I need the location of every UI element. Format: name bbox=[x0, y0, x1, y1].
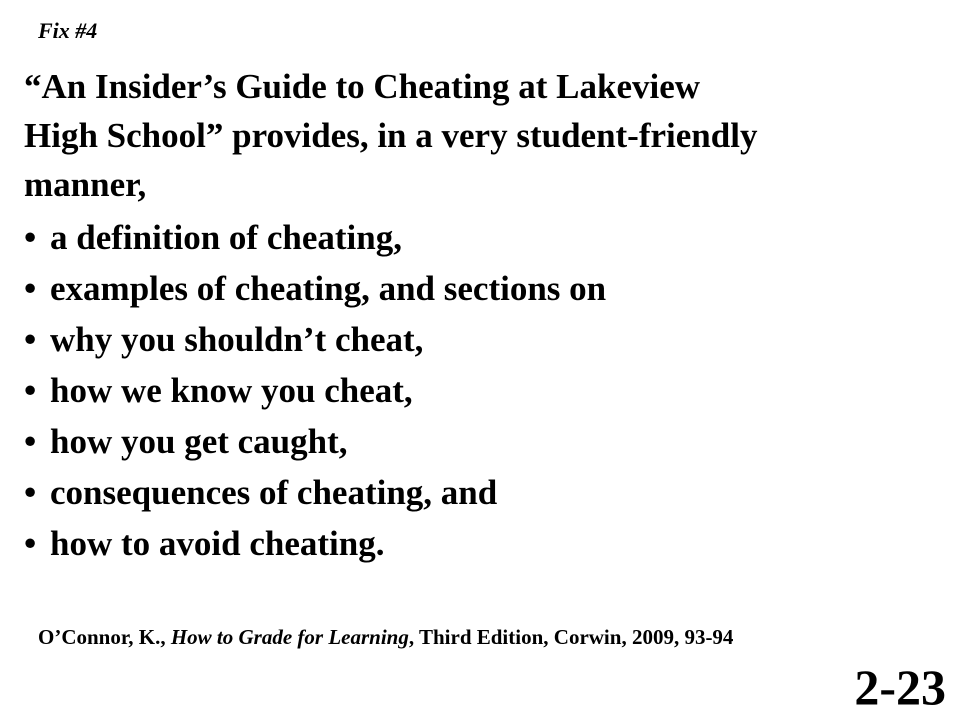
bullet-text: why you shouldn’t cheat, bbox=[50, 320, 424, 359]
bullet-item bbox=[24, 365, 606, 416]
bullet-icon: • bbox=[24, 218, 37, 257]
bullet-item bbox=[24, 263, 606, 314]
bullet-item bbox=[24, 518, 606, 569]
intro-line: “An Insider’s Guide to Cheating at Lakeview bbox=[24, 67, 701, 106]
bullet-item bbox=[24, 314, 606, 365]
citation-author: O’Connor, K., bbox=[38, 625, 171, 649]
bullet-icon: • bbox=[24, 524, 37, 563]
intro-line: High School” provides, in a very student-friendly bbox=[24, 116, 758, 155]
bullet-text: examples of cheating, and sections on bbox=[50, 269, 607, 308]
bullet-icon: • bbox=[24, 422, 37, 461]
fix-label: Fix #4 bbox=[38, 18, 98, 43]
bullet-list bbox=[24, 212, 606, 569]
slide-number: 2-23 bbox=[854, 659, 946, 715]
citation-details: , Third Edition, Corwin, 2009, 93-94 bbox=[408, 625, 734, 649]
bullet-icon: • bbox=[24, 320, 37, 359]
bullet-item bbox=[24, 416, 606, 467]
bullet-text: how to avoid cheating. bbox=[50, 524, 385, 563]
citation-title: How to Grade for Learning bbox=[170, 625, 409, 649]
citation bbox=[38, 624, 733, 650]
intro-line: manner, bbox=[24, 165, 147, 204]
bullet-item bbox=[24, 212, 606, 263]
bullet-text: how we know you cheat, bbox=[50, 371, 413, 410]
bullet-icon: • bbox=[24, 371, 37, 410]
bullet-text: a definition of cheating, bbox=[50, 218, 402, 257]
bullet-text: consequences of cheating, and bbox=[50, 473, 498, 512]
intro-paragraph bbox=[24, 62, 944, 209]
bullet-icon: • bbox=[24, 269, 37, 308]
bullet-text: how you get caught, bbox=[50, 422, 348, 461]
bullet-icon: • bbox=[24, 473, 37, 512]
bullet-item bbox=[24, 467, 606, 518]
